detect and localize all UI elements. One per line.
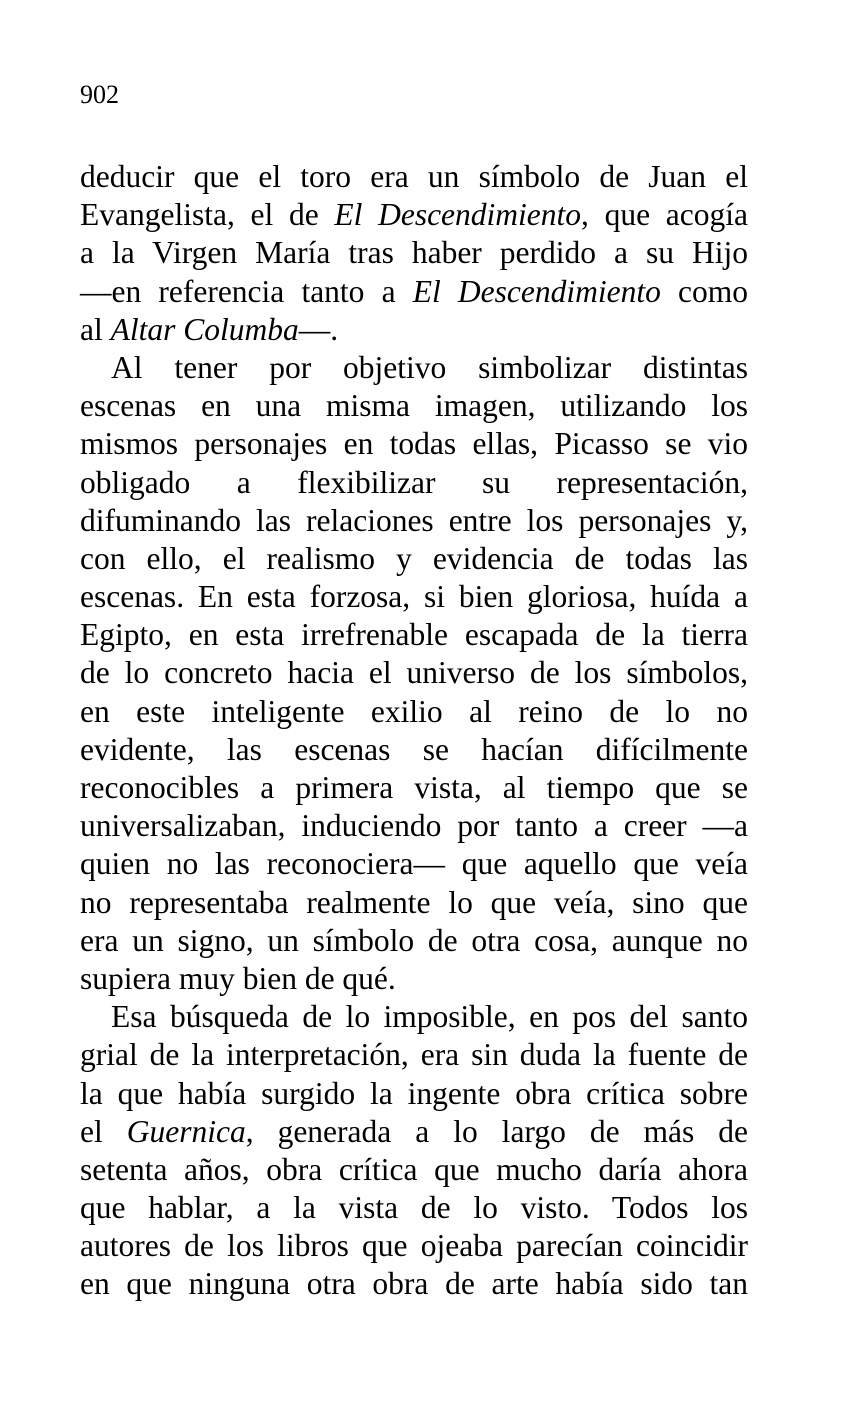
- page-number: 902: [80, 80, 119, 109]
- text-run: , generada a lo largo de más de: [245, 1113, 749, 1149]
- text-run: la que había surgido la ingente obra crítica sobre: [80, 1075, 748, 1111]
- text-line: [80, 273, 748, 311]
- italic-title: El Descendimiento: [334, 197, 582, 233]
- text-line: [80, 731, 748, 769]
- text-line: [80, 425, 748, 463]
- text-run: era un signo, un símbolo de otra cosa, aunque no: [80, 922, 748, 958]
- paragraph: [80, 158, 748, 349]
- text-line: [80, 234, 748, 272]
- text-run: supiera muy bien de qué.: [80, 960, 396, 996]
- body-text: [80, 158, 748, 1304]
- text-line: [80, 1265, 748, 1303]
- text-run: quien no las reconociera— que aquello que veía: [80, 846, 748, 882]
- text-line: [80, 922, 748, 960]
- text-run: en este inteligente exilio al reino de lo no: [80, 693, 748, 729]
- text-run: Egipto, en esta irrefrenable escapada de la tierra: [80, 617, 748, 653]
- text-line: [80, 502, 748, 540]
- text-run: escenas en una misma imagen, utilizando los: [80, 388, 748, 424]
- text-line: [80, 807, 748, 845]
- text-line: [80, 1189, 748, 1227]
- text-run: no representaba realmente lo que veía, sino que: [80, 884, 748, 920]
- text-run: autores de los libros que ojeaba parecían coincidir: [80, 1228, 748, 1264]
- text-line: [80, 349, 748, 387]
- text-line: [80, 311, 748, 349]
- text-run: como: [660, 273, 749, 309]
- text-run: Al tener por objetivo simbolizar distintas: [111, 349, 748, 385]
- text-line: [80, 1036, 748, 1074]
- text-run: con ello, el realismo y evidencia de todas las: [80, 540, 748, 576]
- text-run: que hablar, a la vista de lo visto. Todos los: [80, 1190, 748, 1226]
- text-run: —en referencia tanto a: [80, 273, 413, 309]
- text-run: obligado a flexibilizar su representación,: [80, 464, 748, 500]
- text-run: evidente, las escenas se hacían difícilmente: [80, 731, 748, 767]
- text-run: deducir que el toro era un símbolo de Juan el: [80, 159, 748, 194]
- text-run: mismos personajes en todas ellas, Picasso se vio: [80, 426, 748, 462]
- text-line: [80, 693, 748, 731]
- text-run: de lo concreto hacia el universo de los símbolos,: [80, 655, 748, 691]
- text-line: [80, 769, 748, 807]
- italic-title: Altar Columba: [110, 311, 299, 347]
- text-run: escenas. En esta forzosa, si bien gloriosa, huída a: [80, 579, 748, 615]
- text-run: —.: [298, 311, 339, 347]
- text-line: [80, 1227, 748, 1265]
- italic-title: El Descendimiento: [412, 273, 661, 309]
- text-line: [80, 464, 748, 502]
- text-run: en que ninguna otra obra de arte había sido tan: [80, 1266, 748, 1302]
- text-run: Evangelista, el de: [80, 197, 335, 233]
- text-line: [80, 884, 748, 922]
- text-line: [80, 196, 748, 234]
- text-line: [80, 960, 748, 998]
- text-line: [80, 1075, 748, 1113]
- text-run: el: [80, 1113, 127, 1149]
- text-line: [80, 158, 748, 196]
- text-run: a la Virgen María tras haber perdido a su Hijo: [80, 235, 748, 271]
- text-run: difuminando las relaciones entre los personajes y,: [80, 502, 748, 538]
- text-run: , que acogía: [581, 197, 748, 233]
- paragraph: [80, 349, 748, 998]
- text-line: [80, 654, 748, 692]
- text-run: grial de la interpretación, era sin duda la fuente de: [80, 1037, 748, 1073]
- paragraph: [80, 998, 748, 1304]
- text-run: universalizaban, induciendo por tanto a creer —a: [80, 808, 748, 844]
- text-run: setenta años, obra crítica que mucho daría ahora: [80, 1151, 748, 1187]
- text-line: [80, 998, 748, 1036]
- text-line: [80, 845, 748, 883]
- italic-title: Guernica: [126, 1113, 246, 1149]
- text-run: al: [80, 311, 111, 347]
- text-line: [80, 616, 748, 654]
- text-line: [80, 387, 748, 425]
- text-line: [80, 578, 748, 616]
- text-line: [80, 1151, 748, 1189]
- text-line: [80, 1113, 748, 1151]
- text-run: reconocibles a primera vista, al tiempo que se: [80, 770, 748, 805]
- text-run: Esa búsqueda de lo imposible, en pos del santo: [111, 999, 748, 1035]
- text-line: [80, 540, 748, 578]
